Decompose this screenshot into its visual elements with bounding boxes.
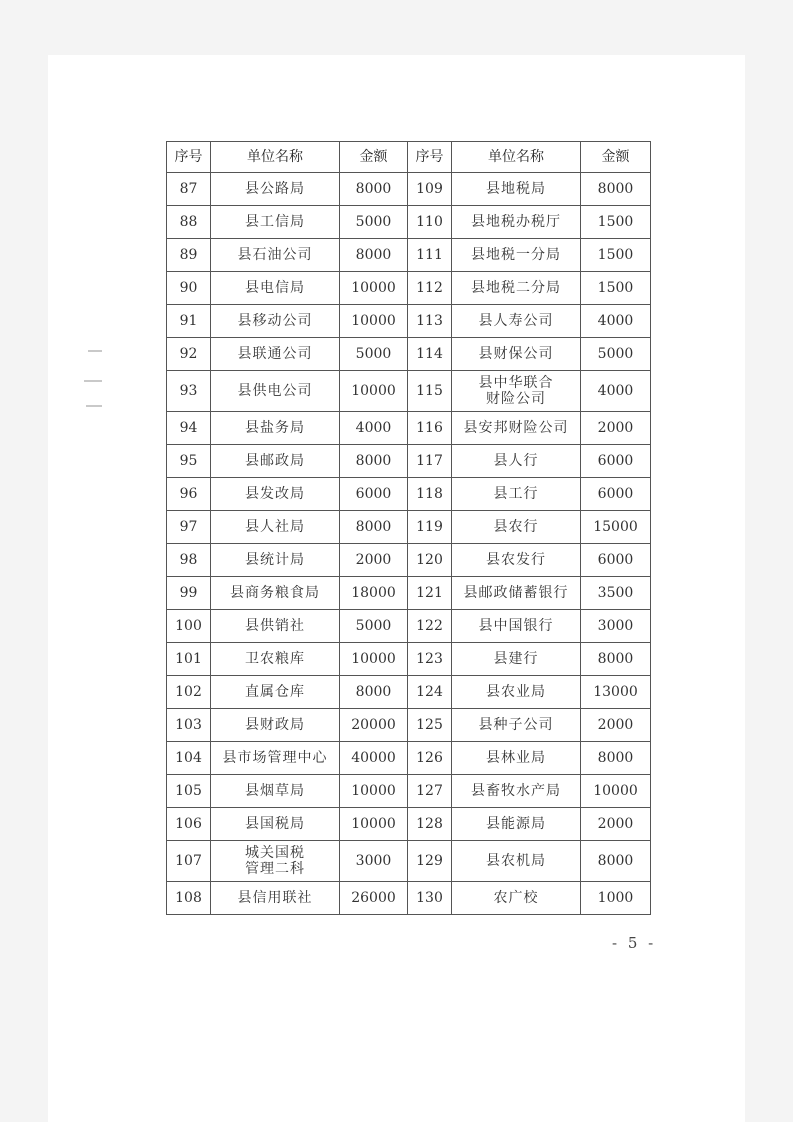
cell-text: 116 — [416, 420, 443, 436]
cell-amount-left — [340, 511, 408, 544]
cell-serial-left — [167, 676, 211, 709]
cell-serial-left — [167, 272, 211, 305]
cell-text: 90 — [179, 280, 198, 296]
cell-serial-right — [408, 206, 452, 239]
cell-text: 县能源局 — [486, 816, 546, 832]
cell-text: 县财政局 — [245, 717, 305, 733]
cell-amount-left — [340, 610, 408, 643]
cell-text: 10000 — [593, 783, 638, 799]
cell-serial-right — [408, 478, 452, 511]
cell-amount-right — [581, 882, 651, 915]
table-row — [167, 371, 651, 412]
cell-text: 87 — [179, 181, 198, 197]
cell-text: 县工行 — [493, 486, 539, 502]
cell-text: 县畜牧水产局 — [471, 783, 561, 799]
cell-text: 117 — [416, 453, 443, 469]
cell-amount-left — [340, 742, 408, 775]
cell-text: 县建行 — [493, 651, 539, 667]
cell-serial-right — [408, 511, 452, 544]
cell-unit-name-right — [452, 445, 581, 478]
cell-amount-left — [340, 882, 408, 915]
cell-text: 8000 — [355, 519, 392, 535]
cell-text: 91 — [179, 313, 198, 329]
table-row — [167, 709, 651, 742]
cell-serial-left — [167, 577, 211, 610]
cell-text: 县中国银行 — [478, 618, 554, 634]
cell-text: 8000 — [597, 750, 634, 766]
cell-text: 128 — [416, 816, 443, 832]
cell-serial-left — [167, 173, 211, 206]
cell-text: 123 — [416, 651, 443, 667]
header-serial-left: 序号 — [167, 142, 211, 173]
cell-unit-name-right — [452, 775, 581, 808]
cell-serial-left — [167, 511, 211, 544]
cell-text: 县联通公司 — [237, 346, 313, 362]
cell-amount-right — [581, 173, 651, 206]
cell-text: 125 — [416, 717, 443, 733]
cell-serial-left — [167, 742, 211, 775]
cell-text: 5000 — [355, 214, 392, 230]
table-row — [167, 676, 651, 709]
cell-text: 120 — [416, 552, 443, 568]
cell-text: 8000 — [597, 853, 634, 869]
cell-serial-right — [408, 775, 452, 808]
header-amount-left: 金额 — [340, 142, 408, 173]
cell-unit-name-left — [211, 511, 340, 544]
cell-amount-right — [581, 305, 651, 338]
cell-text: 8000 — [355, 684, 392, 700]
cell-amount-right — [581, 544, 651, 577]
cell-text: 县工信局 — [245, 214, 305, 230]
table-row — [167, 239, 651, 272]
cell-text: 103 — [175, 717, 202, 733]
cell-text: 10000 — [351, 783, 396, 799]
cell-text: 124 — [416, 684, 443, 700]
cell-unit-name-right — [452, 610, 581, 643]
cell-text: 县种子公司 — [478, 717, 554, 733]
cell-serial-left — [167, 206, 211, 239]
cell-text: 县安邦财险公司 — [463, 420, 569, 436]
table-row — [167, 173, 651, 206]
table-row — [167, 742, 651, 775]
cell-serial-left — [167, 478, 211, 511]
cell-text: 115 — [416, 383, 443, 399]
cell-unit-name-right — [452, 239, 581, 272]
cell-text: 10000 — [351, 313, 396, 329]
cell-text: 县农业局 — [486, 684, 546, 700]
table-row — [167, 305, 651, 338]
cell-amount-left — [340, 808, 408, 841]
cell-text: 县地税一分局 — [471, 247, 561, 263]
cell-serial-right — [408, 272, 452, 305]
table-row — [167, 338, 651, 371]
cell-unit-name-left — [211, 173, 340, 206]
table-row — [167, 478, 651, 511]
table-row — [167, 643, 651, 676]
table-row — [167, 577, 651, 610]
cell-text: 111 — [416, 247, 443, 263]
cell-text: 县移动公司 — [237, 313, 313, 329]
cell-amount-right — [581, 239, 651, 272]
cell-text: 95 — [179, 453, 198, 469]
cell-text: 5000 — [355, 618, 392, 634]
table-row — [167, 544, 651, 577]
table-row — [167, 272, 651, 305]
cell-text: 3000 — [597, 618, 634, 634]
cell-unit-name-right — [452, 206, 581, 239]
cell-text: 5000 — [355, 346, 392, 362]
cell-amount-left — [340, 643, 408, 676]
cell-text: 99 — [179, 585, 198, 601]
cell-unit-name-right — [452, 511, 581, 544]
cell-text: 县商务粮食局 — [230, 585, 320, 601]
cell-amount-right — [581, 412, 651, 445]
cell-amount-left — [340, 544, 408, 577]
cell-text: 县林业局 — [486, 750, 546, 766]
cell-amount-right — [581, 775, 651, 808]
cell-text: 县邮政局 — [245, 453, 305, 469]
cell-serial-right — [408, 841, 452, 882]
cell-amount-right — [581, 841, 651, 882]
cell-serial-left — [167, 305, 211, 338]
cell-amount-left — [340, 371, 408, 412]
cell-unit-name-left — [211, 412, 340, 445]
cell-amount-right — [581, 577, 651, 610]
scan-artifact — [86, 405, 102, 407]
cell-unit-name-right — [452, 808, 581, 841]
cell-text: 县邮政储蓄银行 — [463, 585, 569, 601]
cell-text: 县电信局 — [245, 280, 305, 296]
cell-amount-right — [581, 808, 651, 841]
cell-text: 6000 — [597, 552, 634, 568]
cell-text: 121 — [416, 585, 443, 601]
cell-unit-name-left — [211, 478, 340, 511]
cell-text: 130 — [416, 890, 443, 906]
cell-amount-right — [581, 676, 651, 709]
cell-unit-name-right — [452, 577, 581, 610]
cell-amount-left — [340, 775, 408, 808]
cell-text: 4000 — [597, 313, 634, 329]
cell-amount-right — [581, 610, 651, 643]
cell-text: 8000 — [597, 181, 634, 197]
cell-text: 县地税办税厅 — [471, 214, 561, 230]
cell-text: 110 — [416, 214, 443, 230]
cell-unit-name-right — [452, 841, 581, 882]
cell-amount-left — [340, 272, 408, 305]
cell-text: 129 — [416, 853, 443, 869]
donation-table — [166, 141, 651, 915]
cell-unit-name-left — [211, 206, 340, 239]
cell-text: 100 — [175, 618, 202, 634]
cell-serial-left — [167, 841, 211, 882]
cell-text: 13000 — [593, 684, 638, 700]
cell-text: 40000 — [351, 750, 396, 766]
cell-serial-right — [408, 544, 452, 577]
cell-text: 县人寿公司 — [478, 313, 554, 329]
header-serial-right: 序号 — [408, 142, 452, 173]
table-row — [167, 808, 651, 841]
cell-text: 6000 — [597, 486, 634, 502]
cell-serial-right — [408, 808, 452, 841]
cell-unit-name-left — [211, 445, 340, 478]
cell-unit-name-left — [211, 272, 340, 305]
cell-text: 县农行 — [493, 519, 539, 535]
cell-text: 26000 — [351, 890, 396, 906]
cell-text: 118 — [416, 486, 443, 502]
cell-serial-right — [408, 577, 452, 610]
cell-text: 102 — [175, 684, 202, 700]
cell-text: 94 — [179, 420, 198, 436]
cell-text: 6000 — [355, 486, 392, 502]
cell-amount-right — [581, 511, 651, 544]
cell-unit-name-right — [452, 478, 581, 511]
cell-serial-right — [408, 412, 452, 445]
cell-text: 县统计局 — [245, 552, 305, 568]
cell-text: 1500 — [597, 247, 634, 263]
cell-serial-right — [408, 338, 452, 371]
cell-text: 5000 — [597, 346, 634, 362]
cell-text: 2000 — [597, 816, 634, 832]
cell-serial-left — [167, 882, 211, 915]
table-row — [167, 610, 651, 643]
cell-amount-left — [340, 841, 408, 882]
cell-amount-right — [581, 742, 651, 775]
cell-unit-name-left — [211, 305, 340, 338]
cell-serial-right — [408, 239, 452, 272]
cell-text: 4000 — [355, 420, 392, 436]
cell-unit-name-left — [211, 841, 340, 882]
cell-amount-left — [340, 173, 408, 206]
cell-text: 县人社局 — [245, 519, 305, 535]
cell-unit-name-right — [452, 709, 581, 742]
cell-unit-name-right — [452, 544, 581, 577]
cell-unit-name-left — [211, 577, 340, 610]
cell-serial-right — [408, 709, 452, 742]
cell-unit-name-right — [452, 371, 581, 412]
cell-amount-left — [340, 445, 408, 478]
page-number: - 5 - — [612, 934, 657, 952]
cell-serial-left — [167, 239, 211, 272]
cell-text: 104 — [175, 750, 202, 766]
cell-text: 96 — [179, 486, 198, 502]
cell-serial-right — [408, 173, 452, 206]
cell-text: 89 — [179, 247, 198, 263]
cell-serial-right — [408, 676, 452, 709]
table-row — [167, 445, 651, 478]
cell-text: 10000 — [351, 280, 396, 296]
cell-unit-name-left — [211, 338, 340, 371]
cell-text: 109 — [416, 181, 443, 197]
cell-text: 县中华联合 财险公司 — [478, 375, 554, 407]
cell-text: 108 — [175, 890, 202, 906]
cell-unit-name-left — [211, 610, 340, 643]
cell-text: 县人行 — [493, 453, 539, 469]
cell-serial-right — [408, 371, 452, 412]
cell-serial-left — [167, 544, 211, 577]
cell-text: 县地税二分局 — [471, 280, 561, 296]
cell-serial-right — [408, 610, 452, 643]
cell-text: 114 — [416, 346, 443, 362]
cell-text: 106 — [175, 816, 202, 832]
cell-text: 3500 — [597, 585, 634, 601]
cell-amount-right — [581, 206, 651, 239]
cell-text: 县农发行 — [486, 552, 546, 568]
cell-text: 县财保公司 — [478, 346, 554, 362]
cell-text: 122 — [416, 618, 443, 634]
cell-text: 县盐务局 — [245, 420, 305, 436]
cell-text: 县供销社 — [245, 618, 305, 634]
cell-unit-name-left — [211, 808, 340, 841]
cell-unit-name-left — [211, 371, 340, 412]
cell-text: 县供电公司 — [237, 383, 313, 399]
cell-text: 卫农粮库 — [245, 651, 305, 667]
cell-unit-name-right — [452, 305, 581, 338]
cell-amount-left — [340, 338, 408, 371]
cell-serial-left — [167, 610, 211, 643]
cell-text: 直属仓库 — [245, 684, 305, 700]
cell-unit-name-left — [211, 882, 340, 915]
cell-text: 县发改局 — [245, 486, 305, 502]
scan-artifact — [84, 380, 102, 382]
cell-text: 8000 — [355, 181, 392, 197]
cell-amount-right — [581, 643, 651, 676]
table-body — [167, 173, 651, 915]
cell-text: 88 — [179, 214, 198, 230]
cell-serial-right — [408, 882, 452, 915]
cell-text: 1500 — [597, 214, 634, 230]
cell-text: 县国税局 — [245, 816, 305, 832]
table-row — [167, 206, 651, 239]
cell-text: 4000 — [597, 383, 634, 399]
cell-text: 1500 — [597, 280, 634, 296]
cell-text: 119 — [416, 519, 443, 535]
cell-text: 97 — [179, 519, 198, 535]
cell-serial-right — [408, 305, 452, 338]
cell-text: 98 — [179, 552, 198, 568]
cell-amount-right — [581, 445, 651, 478]
cell-text: 2000 — [597, 420, 634, 436]
header-unit-name-left: 单位名称 — [211, 142, 340, 173]
table-row — [167, 841, 651, 882]
cell-text: 18000 — [351, 585, 396, 601]
cell-text: 8000 — [355, 247, 392, 263]
cell-serial-right — [408, 445, 452, 478]
cell-amount-right — [581, 371, 651, 412]
cell-serial-left — [167, 709, 211, 742]
cell-unit-name-left — [211, 709, 340, 742]
cell-amount-left — [340, 577, 408, 610]
cell-amount-left — [340, 239, 408, 272]
cell-amount-right — [581, 709, 651, 742]
cell-text: 县信用联社 — [237, 890, 313, 906]
cell-text: 1000 — [597, 890, 634, 906]
table-row — [167, 412, 651, 445]
cell-unit-name-right — [452, 643, 581, 676]
table-row — [167, 775, 651, 808]
cell-serial-left — [167, 371, 211, 412]
cell-text: 127 — [416, 783, 443, 799]
cell-text: 县烟草局 — [245, 783, 305, 799]
cell-unit-name-right — [452, 742, 581, 775]
cell-text: 县公路局 — [245, 181, 305, 197]
cell-text: 2000 — [597, 717, 634, 733]
cell-text: 93 — [179, 383, 198, 399]
cell-text: 10000 — [351, 383, 396, 399]
header-amount-right: 金额 — [581, 142, 651, 173]
table-header-row — [167, 142, 651, 173]
cell-unit-name-right — [452, 412, 581, 445]
cell-text: 3000 — [355, 853, 392, 869]
cell-unit-name-right — [452, 173, 581, 206]
cell-text: 8000 — [597, 651, 634, 667]
cell-amount-left — [340, 206, 408, 239]
cell-text: 8000 — [355, 453, 392, 469]
cell-amount-right — [581, 272, 651, 305]
cell-text: 112 — [416, 280, 443, 296]
cell-serial-left — [167, 775, 211, 808]
cell-serial-left — [167, 445, 211, 478]
scan-artifact — [88, 350, 102, 352]
cell-text: 县市场管理中心 — [222, 750, 328, 766]
cell-text: 县农机局 — [486, 853, 546, 869]
cell-text: 105 — [175, 783, 202, 799]
cell-text: 107 — [175, 853, 202, 869]
cell-unit-name-left — [211, 742, 340, 775]
cell-serial-left — [167, 643, 211, 676]
cell-text: 15000 — [593, 519, 638, 535]
cell-unit-name-left — [211, 676, 340, 709]
cell-unit-name-right — [452, 676, 581, 709]
cell-text: 城关国税 管理二科 — [245, 845, 305, 877]
cell-text: 10000 — [351, 816, 396, 832]
cell-unit-name-right — [452, 882, 581, 915]
cell-amount-left — [340, 412, 408, 445]
cell-text: 农广校 — [493, 890, 539, 906]
cell-serial-left — [167, 808, 211, 841]
cell-unit-name-left — [211, 239, 340, 272]
cell-serial-right — [408, 643, 452, 676]
cell-text: 6000 — [597, 453, 634, 469]
table-row — [167, 882, 651, 915]
cell-unit-name-left — [211, 775, 340, 808]
cell-amount-right — [581, 338, 651, 371]
cell-text: 2000 — [355, 552, 392, 568]
table-row — [167, 511, 651, 544]
cell-text: 92 — [179, 346, 198, 362]
cell-amount-right — [581, 478, 651, 511]
cell-amount-left — [340, 478, 408, 511]
cell-text: 101 — [175, 651, 202, 667]
cell-unit-name-left — [211, 643, 340, 676]
cell-serial-left — [167, 338, 211, 371]
cell-text: 20000 — [351, 717, 396, 733]
cell-amount-left — [340, 676, 408, 709]
cell-serial-right — [408, 742, 452, 775]
cell-text: 113 — [416, 313, 443, 329]
cell-amount-left — [340, 305, 408, 338]
cell-text: 县石油公司 — [237, 247, 313, 263]
cell-text: 10000 — [351, 651, 396, 667]
cell-serial-left — [167, 412, 211, 445]
cell-unit-name-left — [211, 544, 340, 577]
cell-unit-name-right — [452, 338, 581, 371]
cell-text: 126 — [416, 750, 443, 766]
cell-text: 县地税局 — [486, 181, 546, 197]
cell-unit-name-right — [452, 272, 581, 305]
cell-amount-left — [340, 709, 408, 742]
header-unit-name-right: 单位名称 — [452, 142, 581, 173]
